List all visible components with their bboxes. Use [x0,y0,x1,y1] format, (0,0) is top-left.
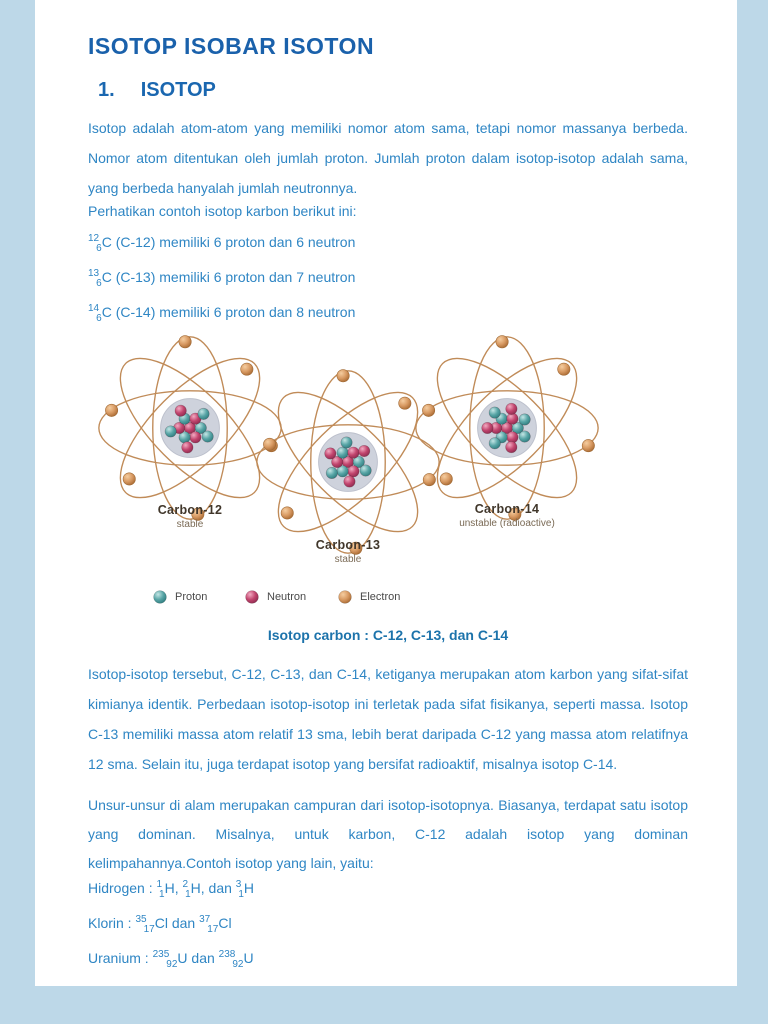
atom-diagram-svg [409,330,605,526]
paragraph-unsur-alam: Unsur-unsur di alam merupakan campuran dari isotop-isotopnya. Biasanya, terdapat satu isotop yang dominan. Misalnya, untuk karbon, C-12 adalah isotop yang dominan kelimpahannya.Contoh isotop yang lain, yaitu: [88,797,688,871]
atom-name: Carbon-13 [315,538,381,552]
legend-label: Neutron [267,591,307,603]
element-isotope-line: Klorin : $^{35}_{17}$Cl dan $^{37}_{17}$Cl [88,914,232,935]
legend-item [245,590,306,604]
isotope-line: $^{12}_6$C (C-12) memiliki 6 proton dan 6 neutron [88,233,356,254]
isotope-notation: $^{35}_{17}$Cl [135,914,168,935]
isotope-notation: $^{12}_6$C [88,233,112,254]
atom-label [427,502,587,529]
legend-item [153,590,207,604]
paragraph-perhatikan: Perhatikan contoh isotop karbon berikut ini: [88,203,357,219]
atom-stability: stable [176,519,204,530]
isotope-notation: $^{14}_6$C [88,303,112,324]
atom-label [268,538,428,565]
isotope-example-lines [88,228,688,333]
figure-caption: Isotop carbon : C-12, C-13, dan C-14 [267,627,509,643]
isotope-notation: $^{238}_{92}$U [218,949,254,970]
legend-label: Proton [175,591,208,603]
other-isotope-examples [88,874,688,979]
isotope-notation: $^{13}_6$C [88,268,112,289]
element-isotope-line: Uranium : $^{235}_{92}$U dan $^{238}_{92}$U [88,949,254,970]
section-title: ISOTOP [140,79,216,101]
legend-label: Electron [360,591,401,603]
isotope-line: $^{14}_6$C (C-14) memiliki 6 proton dan 8 neutron [88,303,356,324]
paragraph-isotop-properties: Isotop-isotop tersebut, C-12, C-13, dan C-14, ketiganya merupakan atom karbon yang sifat-sifat kimianya identik. Perbedaan isotop-isotop ini terletak pada sifat fisikanya, seperti massa. Isotop C-13 memiliki massa atom relatif 13 sma, lebih berat daripada C-12 yang massa atom relatifnya 12 sma. Selain itu, juga terdapat isotop yang bersifat radioaktif, misalnya isotop C-14. [88,666,688,772]
section-number: 1. [98,79,115,101]
proton-legend-ball-icon [153,590,167,604]
atom-stability: stable [334,554,362,565]
section-heading [88,79,688,102]
element-isotope-line: Hidrogen : $^1_1$H, $^2_1$H, dan $^3_1$H [88,879,255,900]
electron-legend-ball-icon [338,590,352,604]
neutron-legend-ball-icon [245,590,259,604]
paragraph-isotop-definition: Isotop adalah atom-atom yang memiliki nomor atom sama, tetapi nomor massanya berbeda. Nomor atom ditentukan oleh jumlah proton. Jumlah proton dalam isotop-isotop adalah sama, yang berbeda hanyalah jumlah neutronnya. [88,120,688,196]
atom-diagram [409,330,605,526]
page-title: ISOTOP ISOBAR ISOTON [88,33,375,59]
document-page [35,0,737,986]
isotope-line: $^{13}_6$C (C-13) memiliki 6 proton dan 7 neutron [88,268,356,289]
atom-name: Carbon-12 [157,503,223,517]
isotope-notation: $^1_1$H [156,879,175,900]
atom-name: Carbon-14 [474,502,540,516]
atom-stability: unstable (radioactive) [459,518,555,529]
isotope-notation: $^{37}_{17}$Cl [199,914,232,935]
isotope-notation: $^2_1$H [182,879,201,900]
atom-label [110,503,270,530]
legend-item [338,590,400,604]
isotope-notation: $^{235}_{92}$U [152,949,188,970]
isotope-notation: $^3_1$H [235,879,255,900]
